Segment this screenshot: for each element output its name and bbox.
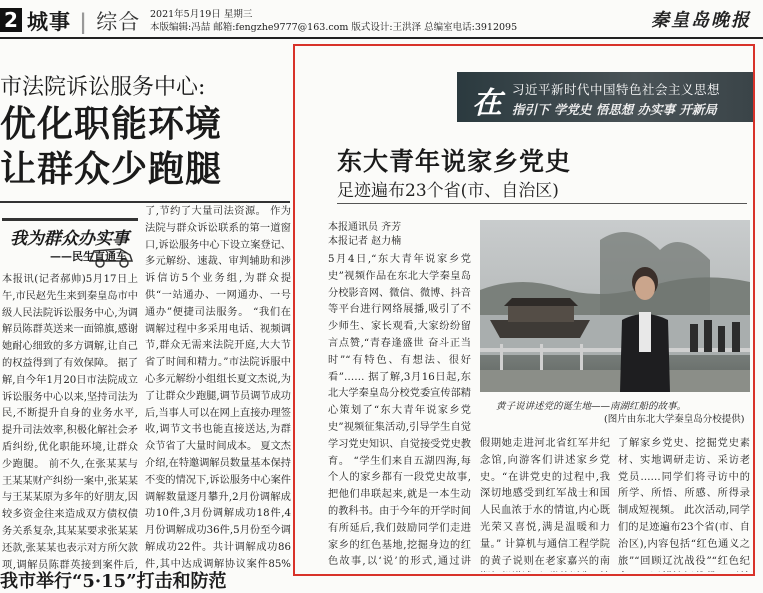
- section-name: 城事: [27, 9, 71, 34]
- byline-correspondent: 本报通讯员 齐芳: [328, 222, 402, 233]
- header-rule: [0, 37, 763, 39]
- next-article-headline: 我市举行“5·15”打击和防范: [0, 571, 227, 592]
- feature-subtitle: 足迹遍布23个省(市、自治区): [337, 181, 559, 201]
- banner-char: 在: [472, 86, 502, 121]
- newspaper-logo: 秦皇岛晚报: [651, 10, 751, 31]
- banner-line-2: 指引下 学党史 悟思想 办实事 开新局: [512, 102, 717, 117]
- issue-date: 2021年5月19日 星期三: [150, 9, 253, 20]
- feature-photo: [480, 220, 750, 392]
- section-sub: 综合: [96, 10, 141, 34]
- headline-rule: [0, 201, 290, 203]
- page-number: 2: [0, 8, 22, 32]
- headline-line-1: 优化职能环境: [0, 103, 223, 145]
- feature-column-3: 了解家乡党史、挖掘党史素材、实地调研走访、采访老党员……同学们将寻访中的所学、所悟、所感、所得录制成短视频。 此次活动,同学们的足迹遍布23个省(市、自治区),内容包括“红色通义之旅”“回顾辽沈战役”“红色纪: [618, 438, 750, 567]
- editor-line: 本版编辑:冯喆 邮箱:fengzhe9777@163.com 版式设计:王洪泽 总编室电话:3912095: [150, 22, 518, 33]
- headline-line-2: 让群众少跑腿: [0, 148, 223, 190]
- article-column-1: 本报讯(记者郝帅)5月17日上午,市民赵先生来到秦皇岛市中级人民法院诉讼服务中心,为调解员陈群英送来一面锦旗,感谢她耐心细致的多方调解,让自己的权益得到了有效保障。 据了解,自今年1月20日市法院成立诉讼服务中心以来,坚持司法为民,不断提升自身的业务水平,提升司法效率,积极化解社会矛盾纠纷,优化职能环境,让群众少跑腿。 前不久,在张某某与王某某财产纠纷一案中,张某某与王某某原为多年的好朋友,因较多资金往来造成双方债权债务关系复杂,其某某要求张某某还款,张某某也表示对方所欠款项,调解员陈群英接到案件后,: [2, 274, 138, 570]
- title-rule: [337, 203, 747, 204]
- section-title: 城事 | 综合: [27, 9, 141, 34]
- column-logo-title: 我为群众办实事: [10, 229, 129, 249]
- feature-title: 东大青年说家乡党史: [337, 147, 572, 176]
- feature-column-1: 5月4日,“东大青年说家乡党史”视频作品在东北大学秦皇岛分校影音网、微信、微博、抖音等平台进行网络展播,吸引了不少师生、家长观看,大家纷纷留言点赞,“青春逢盛世 奋斗正当时”“有特色、有想法、很好看”…… 据了解,3月16日起,东北大学秦皇岛分校党委宣传部精心策划了“东大青年说家乡党史”视频征集活动,引导学生自觉学习党史知识、自觉接受党史教育。 “学生们来自五湖四海,每个人的家乡都有一段党史故事,把他们串联起来,就是一本生动的教科书。由于今年的开学时间有所延后,我们鼓励同学们走进家乡的红色基地,挖掘身边的红色故事,以‘说’的形式,通过讲: [328, 254, 471, 568]
- photo-credit: (图片由东北大学秦皇岛分校提供): [604, 414, 745, 425]
- byline-reporter: 本报记者 赵力楠: [328, 236, 402, 247]
- feature-column-2: 假期她走进河北省红军井纪念馆,向游客们讲述家乡党史。“在讲党史的过程中,我深切地感受到红军战士和国人民血浓于水的情谊,内心既光荣又喜悦,满是温暖和力量。” 计算机与通信工程学院的黄子说则在老家嘉兴的南: [480, 438, 610, 567]
- article-kicker: 市法院诉讼服务中心:: [0, 75, 206, 100]
- article-column-2: 了,节约了大量司法资源。 作为法院与群众诉讼联系的第一道窗口,诉讼服务中心下设立案登记、多元解纷、速裁、审判辅助和涉诉信访5个业务组,为群众提供“一站通办、一网通办、一号通办”便捷司法服务。 “我们在调解过程中多采用电话、视频调节,群众无需来法院开庭,大大节省了时间和精力。”市法院诉服中心多元解纷小组组长夏文杰说,为了让群众少跑腿,调节员调节成功后,当事人可以在网上直接办理签收,调节文书也能直接送达,为群众节省了大量时间成本。 夏文杰介绍,在特邀调解员数量基本保持不变的情况下,诉讼服务中心案件调解数量逐月攀升,2月份调解成功10件,3月份调解成功18件,4月份调解成功36件,5月份至今调解成功22件。共计调解成功86件,其中达成调解协议案件85%: [145, 206, 291, 570]
- photo-illustration: [480, 220, 750, 392]
- photo-caption: 黄子说讲述党的诞生地——南湖红船的故事。: [496, 401, 687, 412]
- column-logo-subtitle: ——民生直通车: [50, 250, 127, 263]
- banner-line-1: 习近平新时代中国特色社会主义思想: [512, 82, 721, 97]
